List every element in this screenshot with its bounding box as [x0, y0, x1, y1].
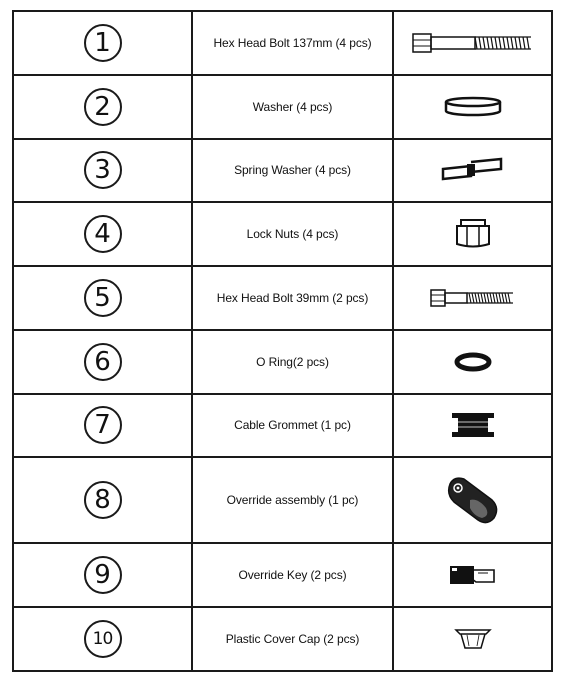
item-number: 8 [84, 481, 122, 519]
override-assembly-icon [444, 474, 502, 526]
item-number: 6 [84, 343, 122, 381]
table-row [13, 139, 552, 203]
item-number: 2 [84, 88, 122, 126]
spring-washer-icon [441, 157, 505, 183]
table-row [13, 457, 552, 543]
long-hex-bolt-icon [411, 31, 535, 55]
table-row [13, 266, 552, 330]
item-description: Washer (4 pcs) [192, 75, 393, 139]
item-number: 3 [84, 151, 122, 189]
cable-grommet-icon [450, 411, 496, 439]
item-number: 9 [84, 556, 122, 594]
item-description: Override assembly (1 pc) [192, 457, 393, 543]
item-description: Lock Nuts (4 pcs) [192, 202, 393, 266]
override-key-icon [448, 563, 498, 587]
item-description: Hex Head Bolt 137mm (4 pcs) [192, 11, 393, 75]
table-row [13, 202, 552, 266]
short-hex-bolt-icon [429, 288, 517, 308]
o-ring-icon [453, 351, 493, 373]
table-row [13, 330, 552, 394]
table-row [13, 75, 552, 139]
item-number: 7 [84, 406, 122, 444]
item-number: 5 [84, 279, 122, 317]
item-description: Spring Washer (4 pcs) [192, 139, 393, 203]
item-description: Hex Head Bolt 39mm (2 pcs) [192, 266, 393, 330]
item-number: 1 [84, 24, 122, 62]
plastic-cover-cap-icon [453, 626, 493, 652]
table-row [13, 607, 552, 671]
item-description: O Ring(2 pcs) [192, 330, 393, 394]
lock-nut-icon [453, 218, 493, 250]
table-row [13, 394, 552, 458]
item-number: 10 [84, 620, 122, 658]
table-row [13, 543, 552, 607]
item-description: Override Key (2 pcs) [192, 543, 393, 607]
item-number: 4 [84, 215, 122, 253]
parts-list-table [12, 10, 553, 672]
item-description: Plastic Cover Cap (2 pcs) [192, 607, 393, 671]
item-description: Cable Grommet (1 pc) [192, 394, 393, 458]
washer-icon [443, 95, 503, 119]
table-row [13, 11, 552, 75]
